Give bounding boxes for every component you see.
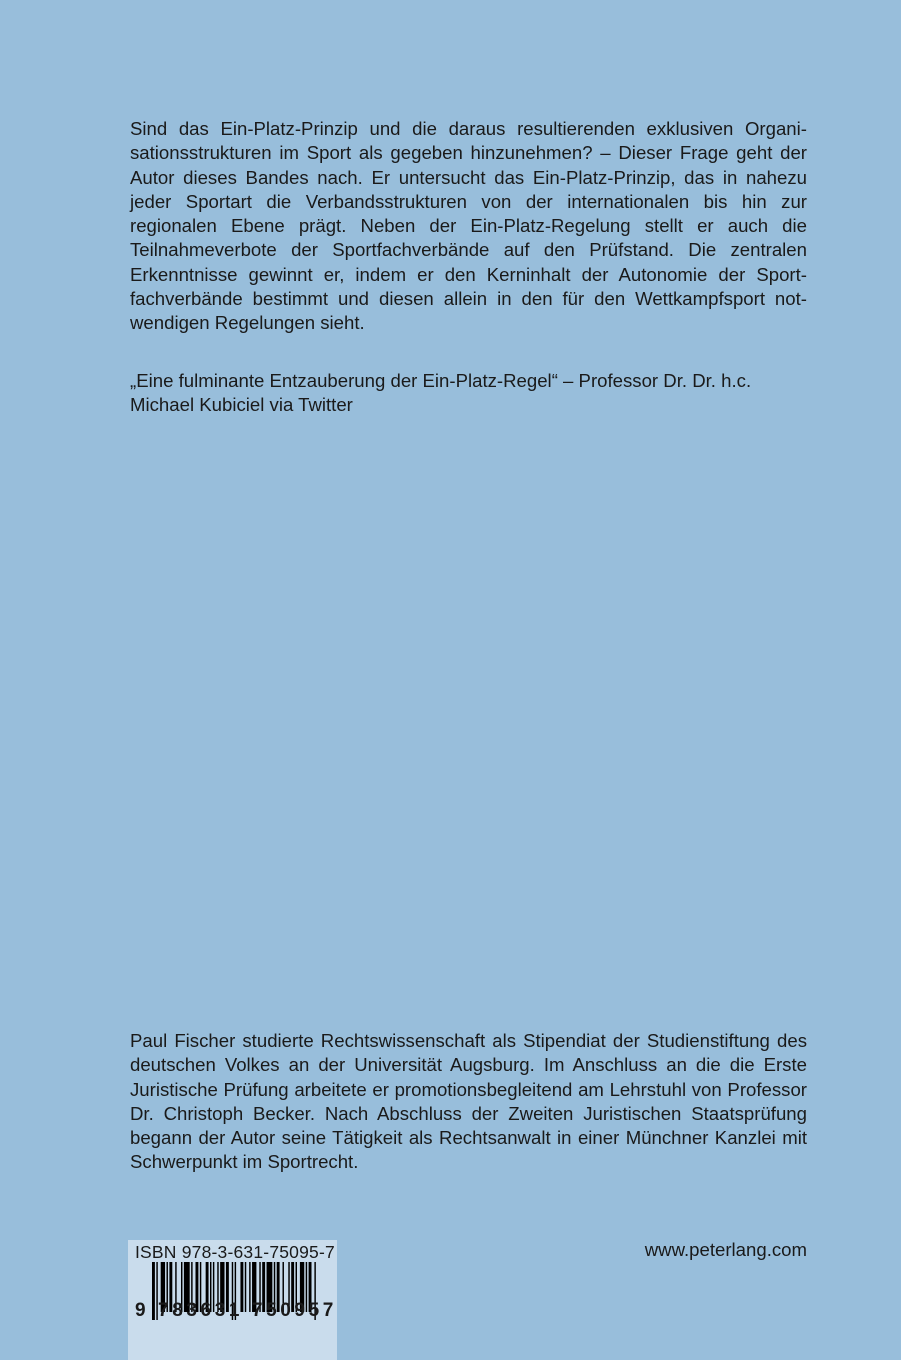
isbn-label: ISBN 978-3-631-75095-7 [135, 1242, 335, 1262]
blurb-text: Sind das Ein-Platz-Prinzip und die daraus resultierenden exklusiven Organisationsstrukturen im Sport als gegeben hinzunehmen? – Dieser Frage geht der Autor dieses Bandes nach. Er untersucht das Ein-Platz-Prinzip, das in nahezu jeder Sportart die Verbandsstrukturen von der internationalen bis hin zur regionalen Ebene prägt. Neben der Ein-Platz-Regelung stellt er auch die Teilnahmeverbote der Sportfachverbände auf den Prüfstand. Die zentralen Erkenntnisse gewinnt er, indem er den Kerninhalt der Autonomie der Sportfachverbände bestimmt und diesen allein in den für den Wettkampfsport notwendigen Regelungen sieht. [130, 118, 807, 334]
isbn-barcode-box [128, 1240, 337, 1360]
author-bio: Paul Fischer studierte Rechtswissenschaft als Stipendiat der Studienstiftung des deutschen Volkes an der Universität Augsburg. Im Anschluss an die die Erste Juristische Prüfung arbeitete er promotionsbegleitend am Lehrstuhl von Professor Dr. Christoph Becker. Nach Abschluss der Zweiten Juristischen Staatsprüfung begann der Autor seine Tätigkeit als Rechtsanwalt in einer Münchner Kanzlei mit Schwerpunkt im Sportrecht. [130, 1030, 807, 1173]
publisher-url: www.peterlang.com [644, 1239, 807, 1260]
review-quote: „Eine fulminante Entzauberung der Ein-Platz-Regel“ – Professor Dr. Dr. h.c. Michael Kubiciel via Twitter [130, 370, 752, 416]
barcode-digits: 9 783631 750957 [135, 1300, 337, 1321]
